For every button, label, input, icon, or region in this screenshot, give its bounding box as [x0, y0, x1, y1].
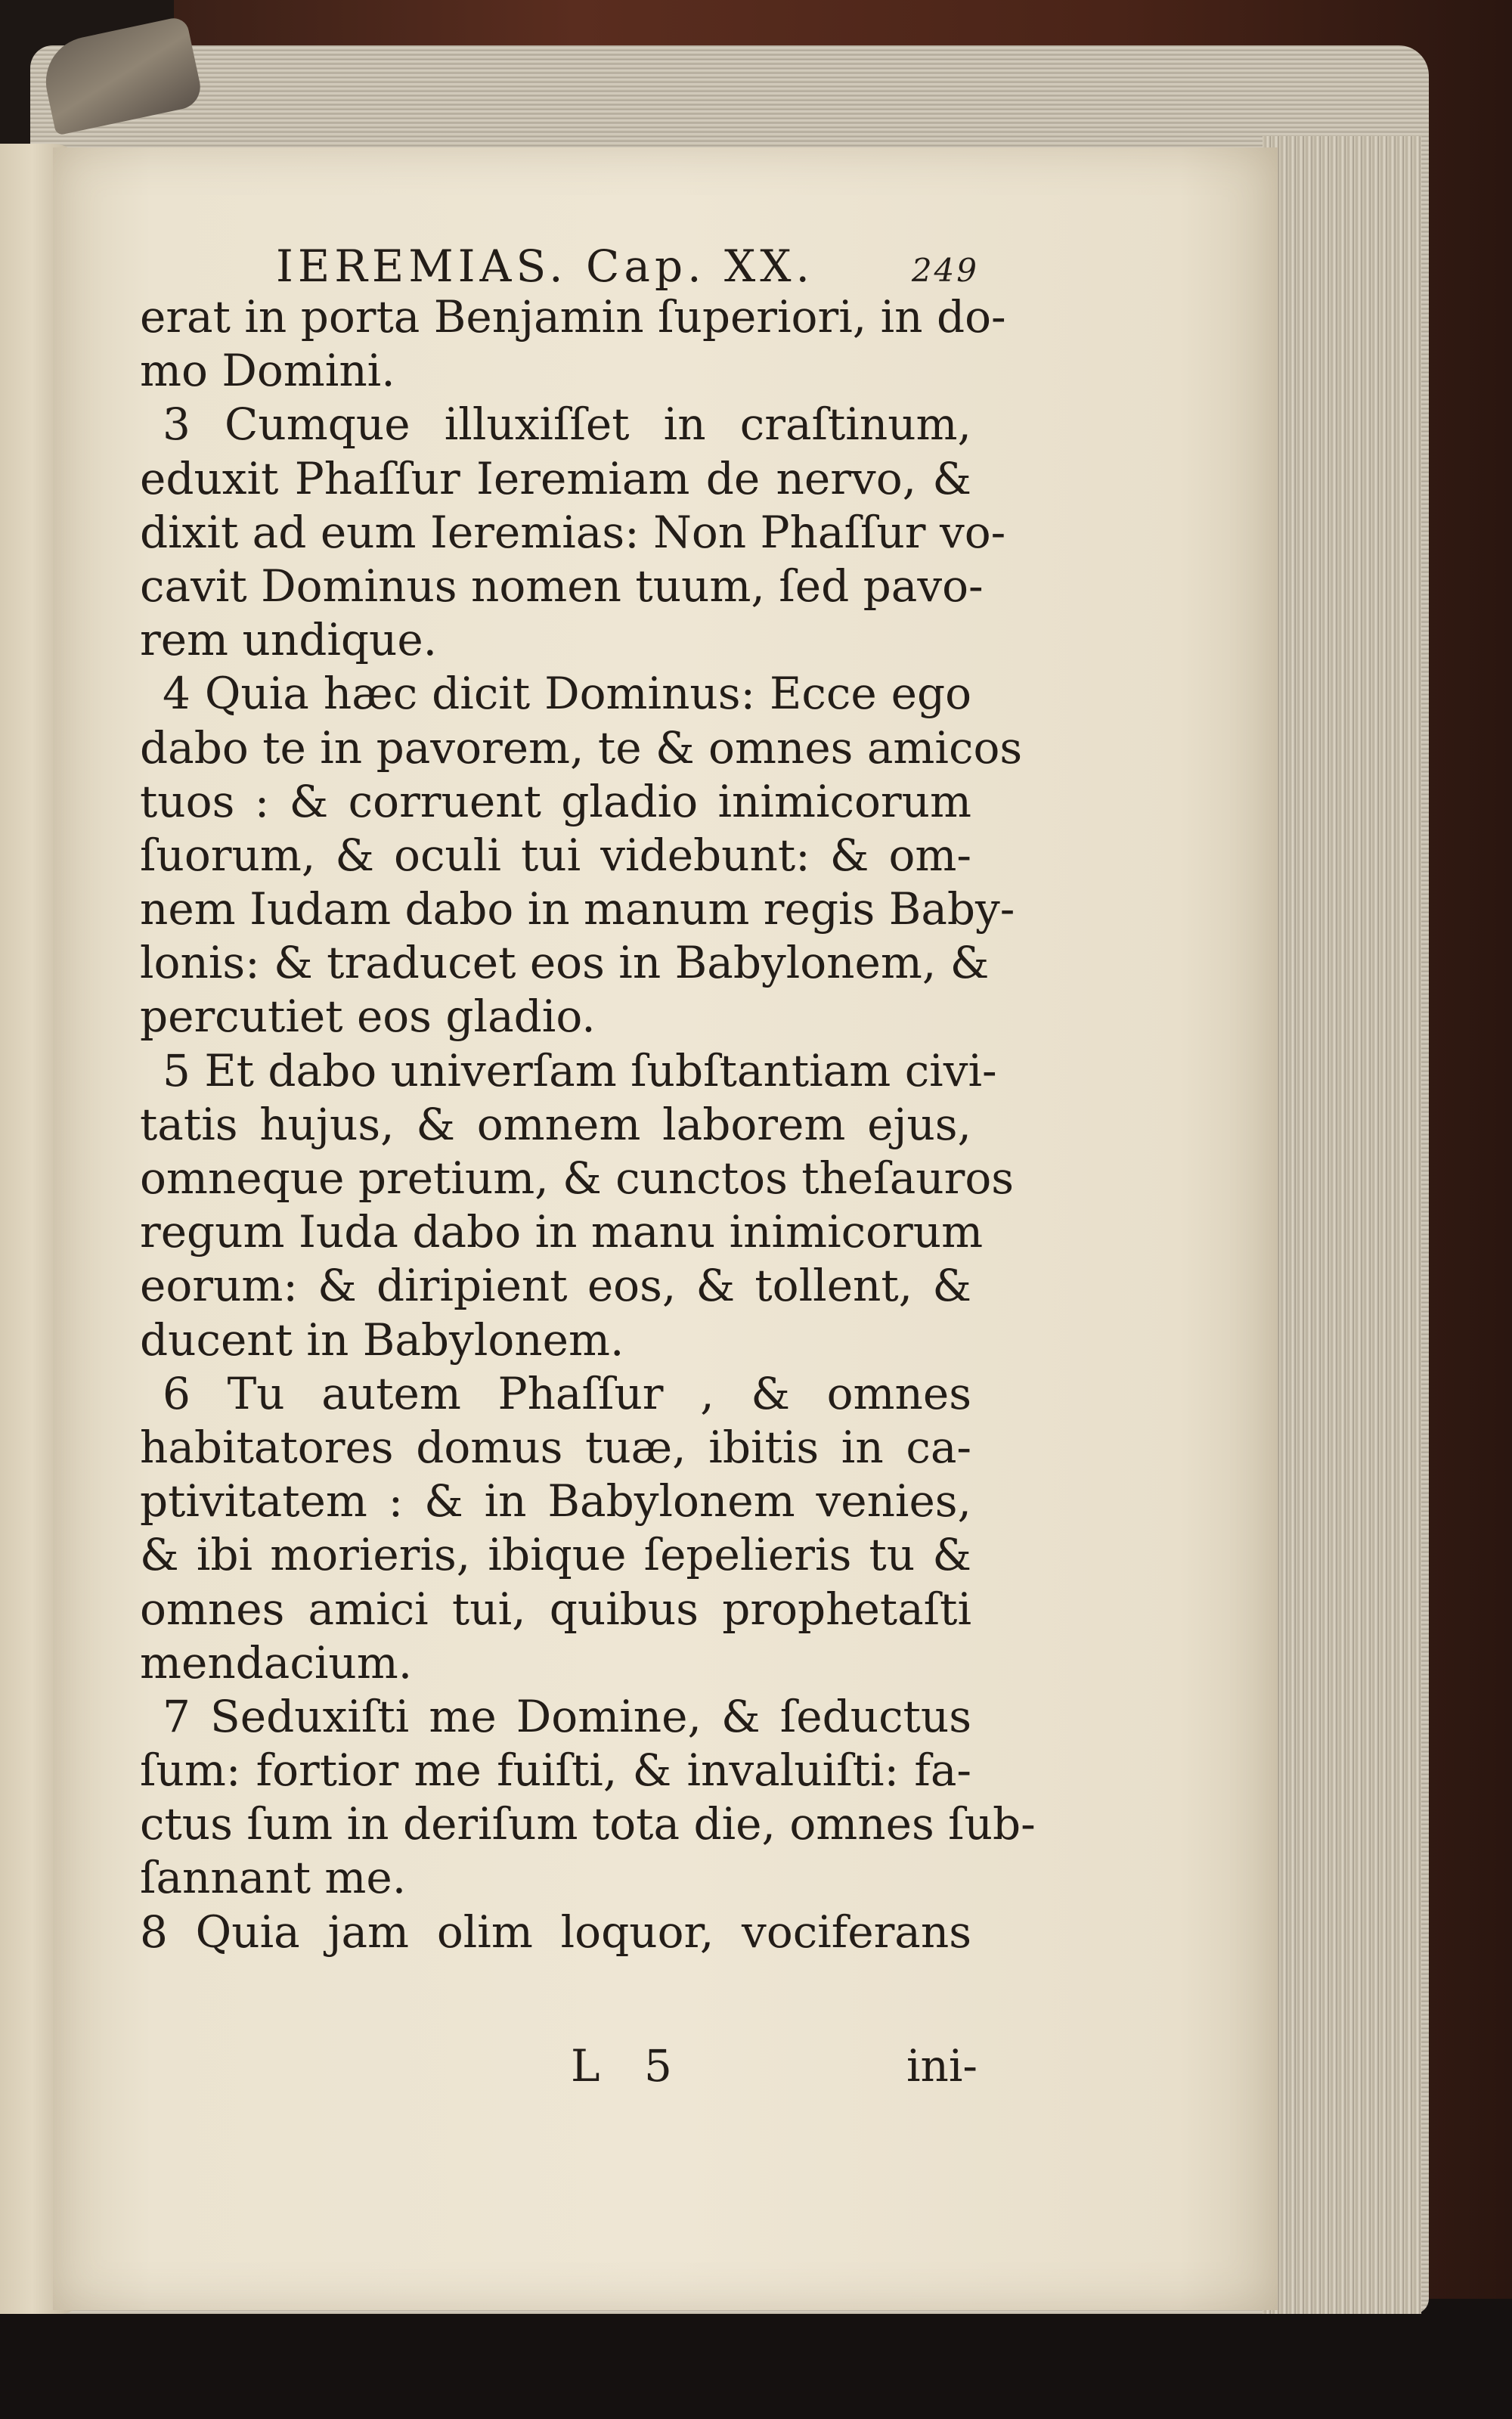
text-line: ſannant me. [140, 1852, 407, 1904]
verse-start-line: 5 Et dabo univerſam ſubſtantiam civi- [163, 1044, 997, 1096]
text-line: eorum: & diripient eos, & tollent, & [140, 1260, 971, 1312]
page-footer [140, 2040, 978, 2095]
text-line: nem Iudam dabo in manum regis Baby- [140, 883, 1015, 935]
text-line: & ibi morieris, ibique ſepelieris tu & [140, 1529, 971, 1581]
page-number: 249 [911, 252, 979, 289]
text-line: tatis hujus, & omnem laborem ejus, [140, 1098, 971, 1150]
text-line: omnes amici tui, quibus prophetaſti [140, 1583, 971, 1635]
text-line: rem undique. [140, 614, 438, 666]
text-line: regum Iuda dabo in manu inimicorum [140, 1206, 984, 1258]
text-line: mendacium. [140, 1636, 413, 1689]
text-line: eduxit Phaſſur Ieremiam de nervo, & [140, 452, 971, 504]
signature-mark: L 5 [571, 2040, 687, 2092]
text-line: ptivitatem : & in Babylonem venies, [140, 1475, 971, 1527]
verse-start-line: 8 Quia jam olim loquor, vociferans [140, 1906, 971, 1958]
text-line: ſum: fortior me fuiſti, & invaluiſti: fa- [140, 1744, 971, 1797]
text-line: habitatores domus tuæ, ibitis in ca- [140, 1421, 971, 1473]
text-line: cavit Dominus nomen tuum, ſed pavo- [140, 560, 984, 612]
text-line: tuos : & corruent gladio inimicorum [140, 775, 971, 827]
running-header [140, 240, 979, 292]
page-text [140, 240, 1036, 2092]
verse-start-line: 3 Cumque illuxiſſet in craſtinum, [163, 399, 971, 451]
text-line: ſuorum, & oculi tui videbunt: & om- [140, 829, 971, 881]
text-line: lonis: & traducet eos in Babylonem, & [140, 937, 990, 989]
page-fore-edge [1263, 136, 1421, 2314]
text-line: ctus ſum in deriſum tota die, omnes ſub- [140, 1798, 1036, 1850]
catchword: ini- [906, 2040, 978, 2092]
text-line: percutiet eos gladio. [140, 991, 596, 1043]
table-surface [0, 2299, 1512, 2419]
running-title: IEREMIAS. Cap. XX. [276, 240, 814, 292]
text-line: dabo te in pavorem, te & omnes amicos [140, 721, 1023, 774]
text-line: ducent in Babylonem. [140, 1313, 624, 1366]
text-line: dixit ad eum Ieremias: Non Phaſſur vo- [140, 506, 1006, 558]
verse-start-line: 7 Seduxiſti me Domine, & ſeductus [163, 1690, 971, 1742]
verse-start-line: 4 Quia hæc dicit Dominus: Ecce ego [163, 668, 971, 720]
text-line: omneque pretium, & cunctos theſauros [140, 1152, 1015, 1204]
verse-start-line: 6 Tu autem Phaſſur , & omnes [163, 1367, 971, 1419]
text-line: erat in porta Benjamin ſuperiori, in do- [140, 291, 1006, 343]
text-line: mo Domini. [140, 345, 395, 397]
